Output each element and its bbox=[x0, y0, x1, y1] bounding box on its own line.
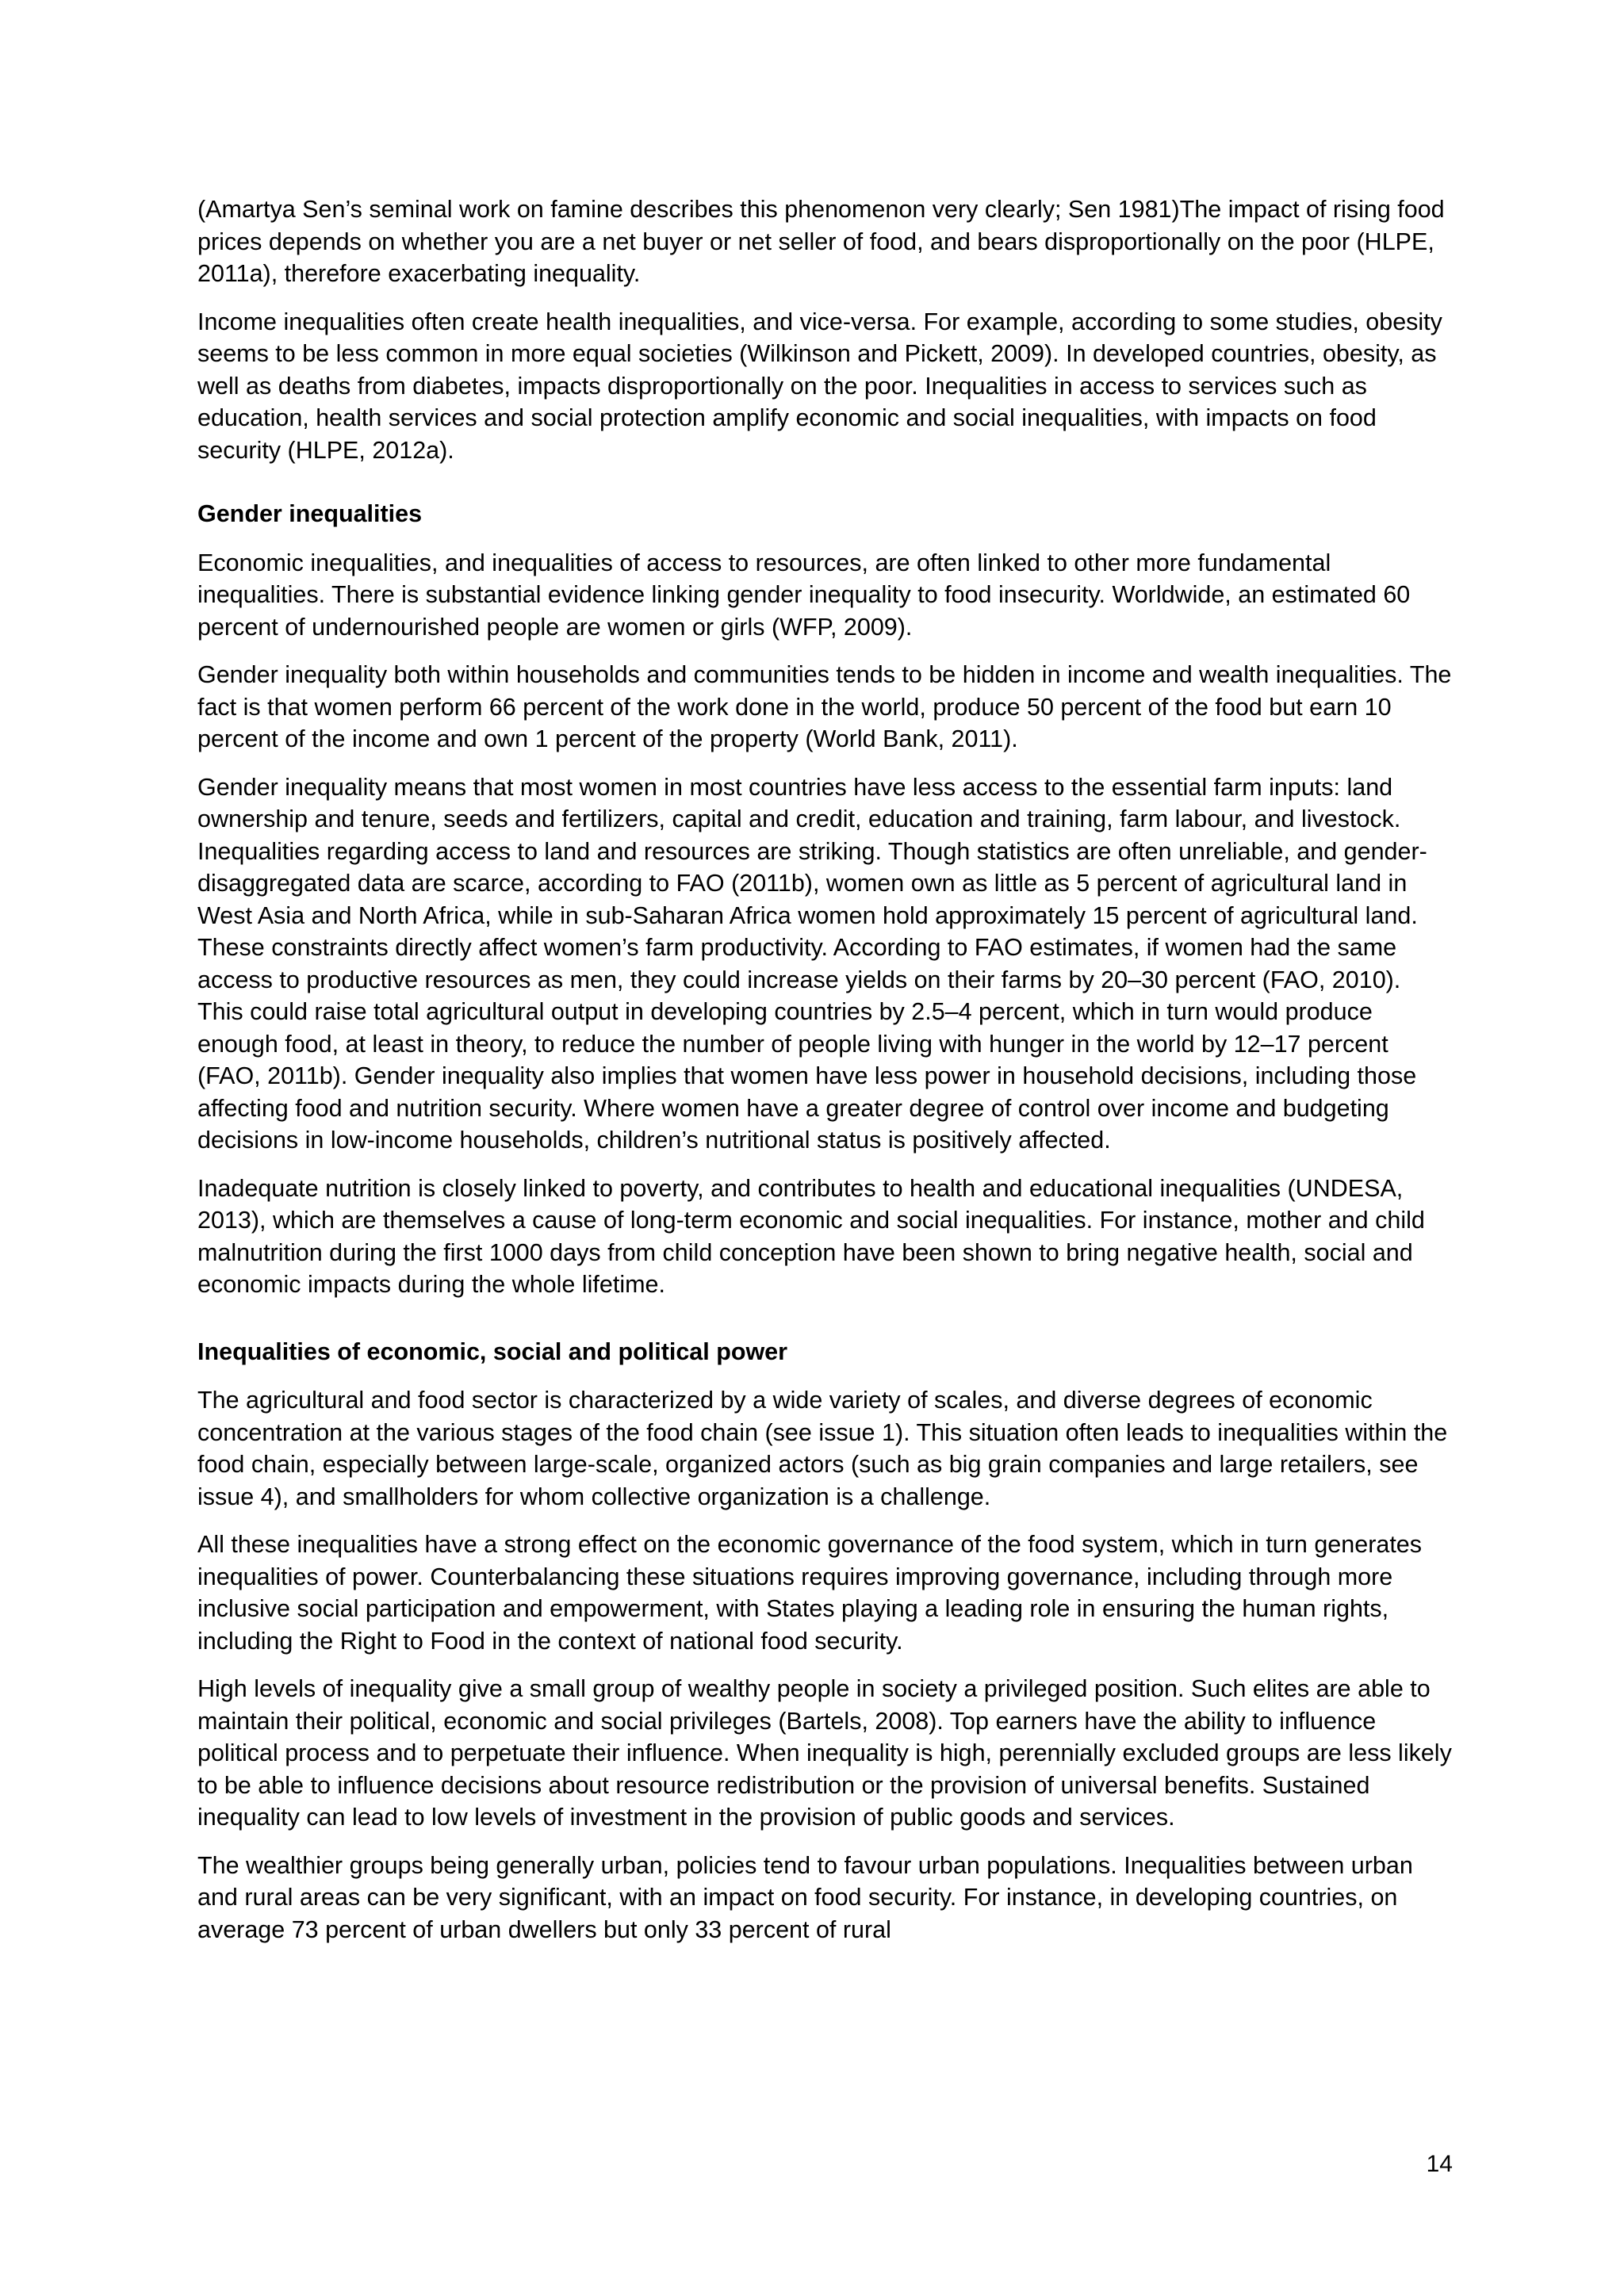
paragraph: Gender inequality both within households and communities tends to be hidden in income and wealth inequalities. The fact is that women perform 66 percent of the work done in the world, produce 50 percent of the food but earn 10 percent of the income and own 1 percent of the property (World Bank, 2011). bbox=[197, 661, 1452, 752]
paragraph: Inadequate nutrition is closely linked to poverty, and contributes to health and educational inequalities (UNDESA, 2013), which are themselves a cause of long-term economic and social inequalities. For instance, mother and child malnutrition during the first 1000 days from child conception have been shown to bring negative health, social and economic impacts during the whole lifetime. bbox=[197, 1174, 1425, 1298]
section-heading-gender: Gender inequalities bbox=[197, 500, 423, 527]
paragraph: High levels of inequality give a small group of wealthy people in society a privileged position. Such elites are able to maintain their political, economic and social privileges (Bartels, 2008). Top earners have the ability to influence political process and to perpetuate their influence. When inequality is high, perennially excluded groups are less likely to be able to influence decisions about resource redistribution or the provision of universal benefits. Sustained inequality can lead to low levels of investment in the provision of public goods and services. bbox=[197, 1675, 1452, 1831]
document-body bbox=[197, 193, 1452, 1961]
paragraph: The wealthier groups being generally urban, policies tend to favour urban populations. Inequalities between urban and rural areas can be very significant, with an impact on food security. For instance, in developing countries, on average 73 percent of urban dwellers but only 33 percent of rural bbox=[197, 1851, 1413, 1943]
paragraph: Gender inequality means that most women in most countries have less access to the essential farm inputs: land ownership and tenure, seeds and fertilizers, capital and credit, education and training, farm labour, and livestock. Inequalities regarding access to land and resources are striking. Though statistics are often unreliable, and gender-disaggregated data are scarce, according to FAO (2011b), women own as little as 5 percent of agricultural land in West Asia and North Africa, while in sub-Saharan Africa women hold approximately 15 percent of agricultural land. These constraints directly affect women’s farm productivity. According to FAO estimates, if women had the same access to productive resources as men, they could increase yields on their farms by 20–30 percent (FAO, 2010). This could raise total agricultural output in developing countries by 2.5–4 percent, which in turn would produce enough food, at least in theory, to reduce the number of people living with hunger in the world by 12–17 percent (FAO, 2011b). Gender inequality also implies that women have less power in household decisions, including those affecting food and nutrition security. Where women have a greater degree of control over income and budgeting decisions in low-income households, children’s nutritional status is positively affected. bbox=[197, 773, 1427, 1154]
paragraph: Economic inequalities, and inequalities of access to resources, are often linked to other more fundamental inequalities. There is substantial evidence linking gender inequality to food insecurity. Worldwide, an estimated 60 percent of undernourished people are women or girls (WFP, 2009). bbox=[197, 549, 1411, 641]
paragraph: Income inequalities often create health inequalities, and vice-versa. For example, according to some studies, obesity seems to be less common in more equal societies (Wilkinson and Pickett, 2009). In developed countries, obesity, as well as deaths from diabetes, impacts disproportionally on the poor. Inequalities in access to services such as education, health services and social protection amplify economic and social inequalities, with impacts on food security (HLPE, 2012a). bbox=[197, 308, 1442, 464]
paragraph: (Amartya Sen’s seminal work on famine describes this phenomenon very clearly; Sen 1981)The impact of rising food prices depends on whether you are a net buyer or net seller of food, and bears disproportionally on the poor (HLPE, 2011a), therefore exacerbating inequality. bbox=[197, 196, 1445, 287]
paragraph: The agricultural and food sector is characterized by a wide variety of scales, and diverse degrees of economic concentration at the various stages of the food chain (see issue 1). This situation often leads to inequalities within the food chain, especially between large-scale, organized actors (such as big grain companies and large retailers, see issue 4), and smallholders for whom collective organization is a challenge. bbox=[197, 1387, 1448, 1510]
paragraph: All these inequalities have a strong effect on the economic governance of the food system, which in turn generates inequalities of power. Counterbalancing these situations requires improving governance, including through more inclusive social participation and empowerment, with States playing a leading role in ensuring the human rights, including the Right to Food in the context of national food security. bbox=[197, 1531, 1423, 1655]
page-number: 14 bbox=[1426, 2151, 1453, 2177]
section-heading-power: Inequalities of economic, social and political power bbox=[197, 1337, 788, 1365]
